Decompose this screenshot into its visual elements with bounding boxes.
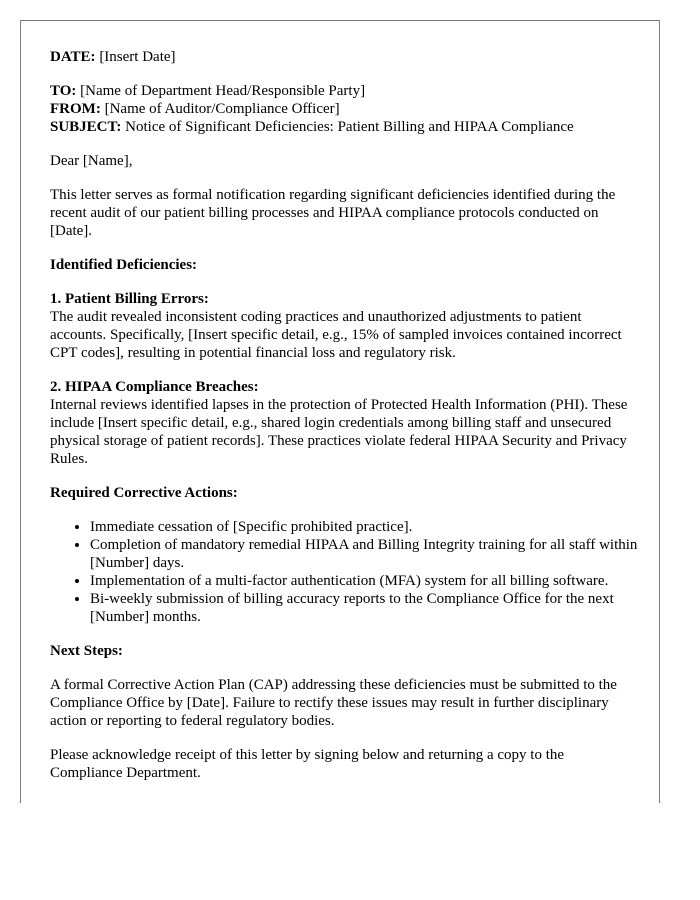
deficiency-2-title: 2. HIPAA Compliance Breaches:	[50, 379, 259, 395]
date-line	[50, 48, 640, 66]
deficiencies-heading: Identified Deficiencies:	[50, 257, 198, 273]
next-steps-paragraph-2: Please acknowledge receipt of this letter by signing below and returning a copy to the Compliance Department.	[50, 747, 565, 781]
to-value: [Name of Department Head/Responsible Party]	[80, 83, 366, 99]
to-line	[50, 82, 640, 100]
letter-page	[20, 20, 660, 803]
intro-paragraph: This letter serves as formal notification regarding significant deficiencies identified during the recent audit of our patient billing processes and HIPAA compliance protocols conducted on [Date].	[50, 187, 616, 239]
subject-value: Notice of Significant Deficiencies: Patient Billing and HIPAA Compliance	[125, 119, 574, 135]
deficiency-1-text: The audit revealed inconsistent coding practices and unauthorized adjustments to patient accounts. Specifically, [Insert specific detail, e.g., 15% of sampled invoices contained incorrect CPT codes], resulting in potential financial loss and regulatory risk.	[50, 309, 622, 361]
subject-label: SUBJECT:	[50, 119, 122, 135]
actions-heading: Required Corrective Actions:	[50, 485, 238, 501]
date-label: DATE:	[50, 49, 96, 65]
salutation: Dear [Name],	[50, 153, 133, 169]
action-item: • Completion of mandatory remedial HIPAA and Billing Integrity training for all staff within [Number] days.	[90, 536, 640, 572]
date-value: [Insert Date]	[99, 49, 176, 65]
letter-content	[50, 48, 640, 782]
subject-line	[50, 118, 640, 136]
from-value: [Name of Auditor/Compliance Officer]	[104, 101, 340, 117]
next-steps-heading: Next Steps:	[50, 643, 123, 659]
action-item: • Bi-weekly submission of billing accuracy reports to the Compliance Office for the next [Number] months.	[90, 590, 640, 626]
deficiency-1-title: 1. Patient Billing Errors:	[50, 291, 209, 307]
actions-list	[50, 518, 640, 626]
action-item: • Immediate cessation of [Specific prohibited practice].	[90, 518, 640, 536]
next-steps-paragraph-1: A formal Corrective Action Plan (CAP) addressing these deficiencies must be submitted to the Compliance Office by [Date]. Failure to rectify these issues may result in further disciplinary action or reporting to federal regulatory bodies.	[50, 677, 617, 729]
from-label: FROM:	[50, 101, 101, 117]
deficiency-2-text: Internal reviews identified lapses in the protection of Protected Health Information (PHI). These include [Insert specific detail, e.g., shared login credentials among billing staff and unsecured physical storage of patient records]. These practices violate federal HIPAA Security and Privacy Rules.	[50, 397, 628, 467]
to-label: TO:	[50, 83, 77, 99]
action-item: • Implementation of a multi-factor authentication (MFA) system for all billing software.	[90, 572, 640, 590]
from-line	[50, 100, 640, 118]
